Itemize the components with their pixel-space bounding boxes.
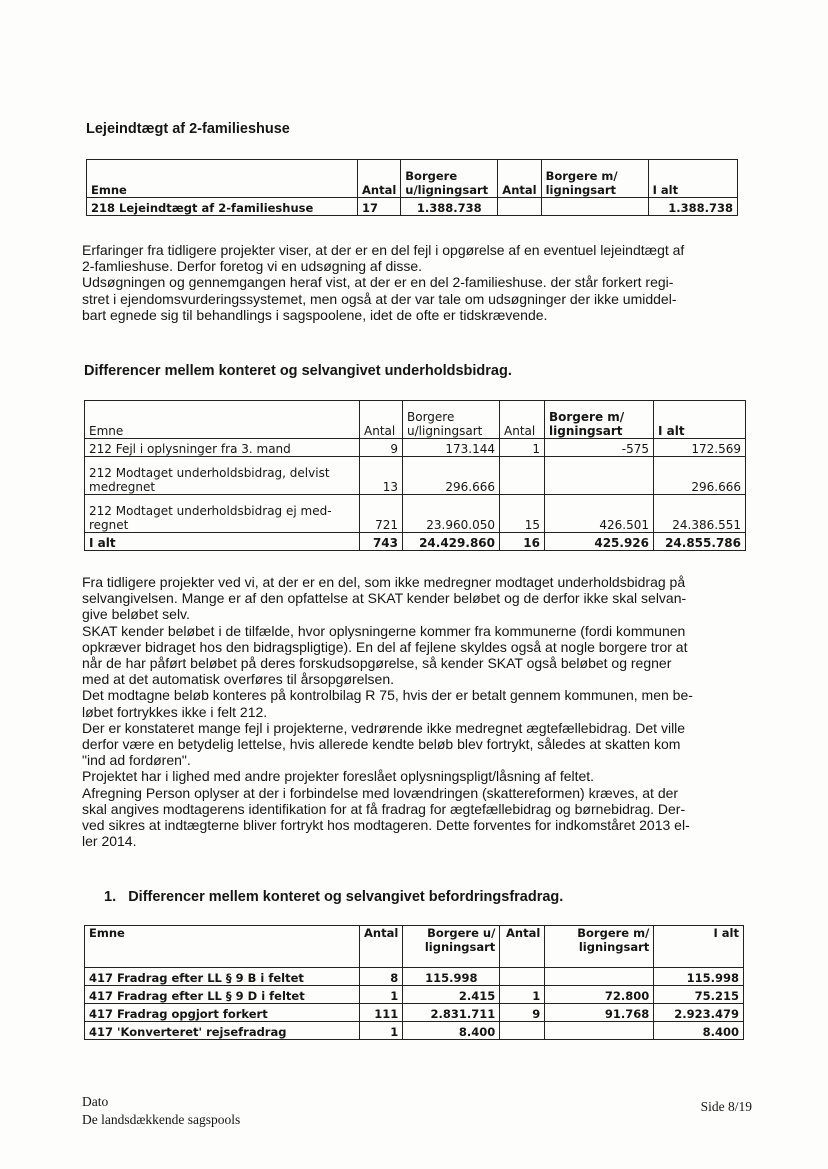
- table-row: [87, 198, 738, 216]
- col-emne: Emne: [85, 401, 360, 439]
- col-antal: Antal: [358, 160, 401, 198]
- table-total-row: [85, 533, 746, 551]
- text-line: ler 2014.: [82, 833, 137, 850]
- cell-ialt: 75.215: [654, 986, 744, 1004]
- cell-emne: 417 Fradrag efter LL § 9 B i feltet: [85, 968, 360, 986]
- table-row: [85, 1004, 744, 1022]
- text-line: med at det automatisk overføres til årsopgørelsen.: [82, 671, 395, 688]
- text-line: Erfaringer fra tidligere projekter viser, at der er en del fejl i opgørelse af en eventuel lejeindtægt af: [82, 242, 685, 258]
- cell-emne: I alt: [85, 533, 360, 551]
- cell-ialt: 115.998: [654, 968, 744, 986]
- cell-antal: 743: [360, 533, 403, 551]
- cell-antal: 721: [360, 495, 403, 533]
- cell-borgere-u: 173.144: [403, 439, 500, 457]
- col-emne: Emne: [87, 160, 358, 198]
- cell-antal2: 16: [500, 533, 545, 551]
- cell-borgere-u: 115.998: [403, 968, 500, 986]
- text-line: Udsøgningen og gennemgangen heraf vist, at der er en del 2-familieshuse. der står forkert regi-: [82, 274, 674, 291]
- footer-org: De landsdækkende sagspools: [82, 1112, 241, 1127]
- cell-borgere-m: 72.800: [545, 986, 654, 1004]
- text-line: 2-famlieshuse. Derfor foretog vi en udsøgning af disse.: [82, 258, 423, 275]
- text-line: stret i ejendomsvurderingssystemet, men også at der var tale om udsøgninger der ikke umiddel-: [82, 290, 677, 307]
- text-line: selvangivelsen. Mange er af den opfattelse at SKAT kender beløbet og de derfor ikke skal selvan-: [82, 590, 687, 607]
- col-borgere-m: Borgere m/ ligningsart: [541, 160, 648, 198]
- section-number: 1.: [104, 889, 117, 905]
- col-antal2: Antal: [498, 160, 541, 198]
- cell-borgere-u: 2.831.711: [403, 1004, 500, 1022]
- cell-ialt: 1.388.738: [648, 198, 737, 216]
- col-ialt: I alt: [648, 160, 737, 198]
- col-antal2: Antal: [500, 926, 545, 968]
- cell-ialt: 24.386.551: [654, 495, 746, 533]
- cell-borgere-u: 23.960.050: [403, 495, 500, 533]
- col-ialt: I alt: [654, 401, 746, 439]
- paragraph-lejeindtaegt: [82, 242, 684, 323]
- table-lejeindtaegt: [86, 159, 738, 216]
- col-antal2: Antal: [500, 401, 545, 439]
- footer-dato: Dato: [82, 1094, 109, 1109]
- col-antal: Antal: [360, 926, 403, 968]
- table-header-row: [85, 926, 744, 968]
- cell-antal: 8: [360, 968, 403, 986]
- text-line: opkræver bidraget hos den bidragspligtige). En del af fejlene skyldes også at nogle borgere tror at: [82, 638, 688, 655]
- text-line: løbet fortrykkes ikke i felt 212.: [82, 703, 268, 720]
- cell-borgere-m: -575: [545, 439, 654, 457]
- table-header-row: [87, 160, 738, 198]
- col-borgere-u: Borgere u/ligningsart: [403, 401, 500, 439]
- cell-emne: 417 'Konverteret' rejsefradrag: [85, 1022, 360, 1040]
- col-borgere-m: Borgere m/ ligningsart: [545, 926, 654, 968]
- footer-page-number: Side 8/19: [700, 1099, 752, 1114]
- text-line: Der er konstateret mange fejl i projekterne, vedrørende ikke medregnet ægtefællebidrag. Det ville: [82, 719, 686, 736]
- cell-antal: 13: [360, 457, 403, 495]
- text-line: ved sikres at indtægterne bliver fortrykt hos modtageren. Dette forventes for indkomståret 2013 el-: [82, 817, 690, 834]
- cell-ialt: 24.855.786: [654, 533, 746, 551]
- cell-borgere-m: [541, 198, 648, 216]
- cell-antal2: [500, 968, 545, 986]
- col-borgere-u: Borgere u/ligningsart: [401, 160, 498, 198]
- cell-borgere-m: [545, 1022, 654, 1040]
- section-heading-befordringsfradrag: [104, 889, 563, 905]
- col-ialt: I alt: [654, 926, 744, 968]
- cell-borgere-m: 426.501: [545, 495, 654, 533]
- table-row: [85, 457, 746, 495]
- cell-emne: 417 Fradrag opgjort forkert: [85, 1004, 360, 1022]
- table-row: [85, 439, 746, 457]
- cell-antal2: 1: [500, 986, 545, 1004]
- cell-borgere-m: 425.926: [545, 533, 654, 551]
- cell-borgere-m: 91.768: [545, 1004, 654, 1022]
- col-borgere-m: Borgere m/ ligningsart: [545, 401, 654, 439]
- cell-emne: 212 Modtaget underholdsbidrag, delvist medregnet: [85, 457, 360, 495]
- cell-antal: 17: [358, 198, 401, 216]
- cell-ialt: 172.569: [654, 439, 746, 457]
- cell-borgere-u: 24.429.860: [403, 533, 500, 551]
- section-heading-underholdsbidrag: Differencer mellem konteret og selvangivet underholdsbidrag.: [84, 363, 512, 379]
- cell-antal: 1: [360, 1022, 403, 1040]
- cell-emne: 417 Fradrag efter LL § 9 D i feltet: [85, 986, 360, 1004]
- text-line: Projektet har i lighed med andre projekter foreslået oplysningspligt/låsning af feltet.: [82, 768, 595, 785]
- cell-emne: 212 Fejl i oplysninger fra 3. mand: [85, 439, 360, 457]
- cell-ialt: 296.666: [654, 457, 746, 495]
- table-row: [85, 1022, 744, 1040]
- text-line: Fra tidligere projekter ved vi, at der er en del, som ikke medregner modtaget underholdsbidrag på: [82, 574, 686, 590]
- cell-borgere-m: [545, 457, 654, 495]
- cell-borgere-m: [545, 968, 654, 986]
- col-antal: Antal: [360, 401, 403, 439]
- text-line: når de har påført beløbet på deres forskudsopgørelse, så kender SKAT også beløbet og regner: [82, 655, 672, 672]
- text-line: derfor være en betydelig lettelse, hvis allerede kendte beløb blev fortrykt, således at skatten kom: [82, 736, 681, 753]
- section-heading-lejeindtaegt: Lejeindtægt af 2-familieshuse: [86, 121, 290, 137]
- table-befordringsfradrag: [84, 925, 744, 1040]
- cell-antal: 111: [360, 1004, 403, 1022]
- cell-antal: 1: [360, 986, 403, 1004]
- cell-borgere-u: 8.400: [403, 1022, 500, 1040]
- text-line: skal angives modtagerens identifikation for at få fradrag for ægtefællebidrag og børnebidrag. Der-: [82, 800, 686, 817]
- text-line: give beløbet selv.: [82, 606, 190, 623]
- table-row: [85, 495, 746, 533]
- cell-antal: 9: [360, 439, 403, 457]
- table-row: [85, 986, 744, 1004]
- col-borgere-u: Borgere u/ ligningsart: [403, 926, 500, 968]
- cell-borgere-u: 2.415: [403, 986, 500, 1004]
- cell-emne: 212 Modtaget underholdsbidrag ej med- regnet: [85, 495, 360, 533]
- cell-antal2: [498, 198, 541, 216]
- col-emne: Emne: [85, 926, 360, 968]
- footer-left: [82, 1093, 240, 1129]
- cell-borgere-u: 296.666: [403, 457, 500, 495]
- cell-ialt: 2.923.479: [654, 1004, 744, 1022]
- paragraph-underholdsbidrag: [82, 574, 693, 849]
- text-line: "ind ad fordøren".: [82, 752, 191, 769]
- cell-antal2: 1: [500, 439, 545, 457]
- text-line: SKAT kender beløbet i de tilfælde, hvor oplysningerne kommer fra kommunerne (fordi kommunen: [82, 622, 686, 639]
- text-line: Afregning Person oplyser at der i forbindelse med lovændringen (skattereformen) kræves, at der: [82, 784, 679, 801]
- cell-antal2: 15: [500, 495, 545, 533]
- cell-antal2: 9: [500, 1004, 545, 1022]
- text-line: bart egnede sig til behandlings i sagspoolene, idet de ofte er tidskrævende.: [82, 306, 548, 323]
- cell-ialt: 8.400: [654, 1022, 744, 1040]
- table-underholdsbidrag: [84, 400, 746, 551]
- table-header-row: [85, 401, 746, 439]
- cell-borgere-u: 1.388.738: [401, 198, 498, 216]
- cell-antal2: [500, 457, 545, 495]
- cell-antal2: [500, 1022, 545, 1040]
- section-title: Differencer mellem konteret og selvangivet befordringsfradrag.: [128, 889, 564, 905]
- text-line: Det modtagne beløb konteres på kontrolbilag R 75, hvis der er betalt gennem kommunen, men be-: [82, 687, 693, 704]
- table-row: [85, 968, 744, 986]
- cell-emne: 218 Lejeindtægt af 2-familieshuse: [87, 198, 358, 216]
